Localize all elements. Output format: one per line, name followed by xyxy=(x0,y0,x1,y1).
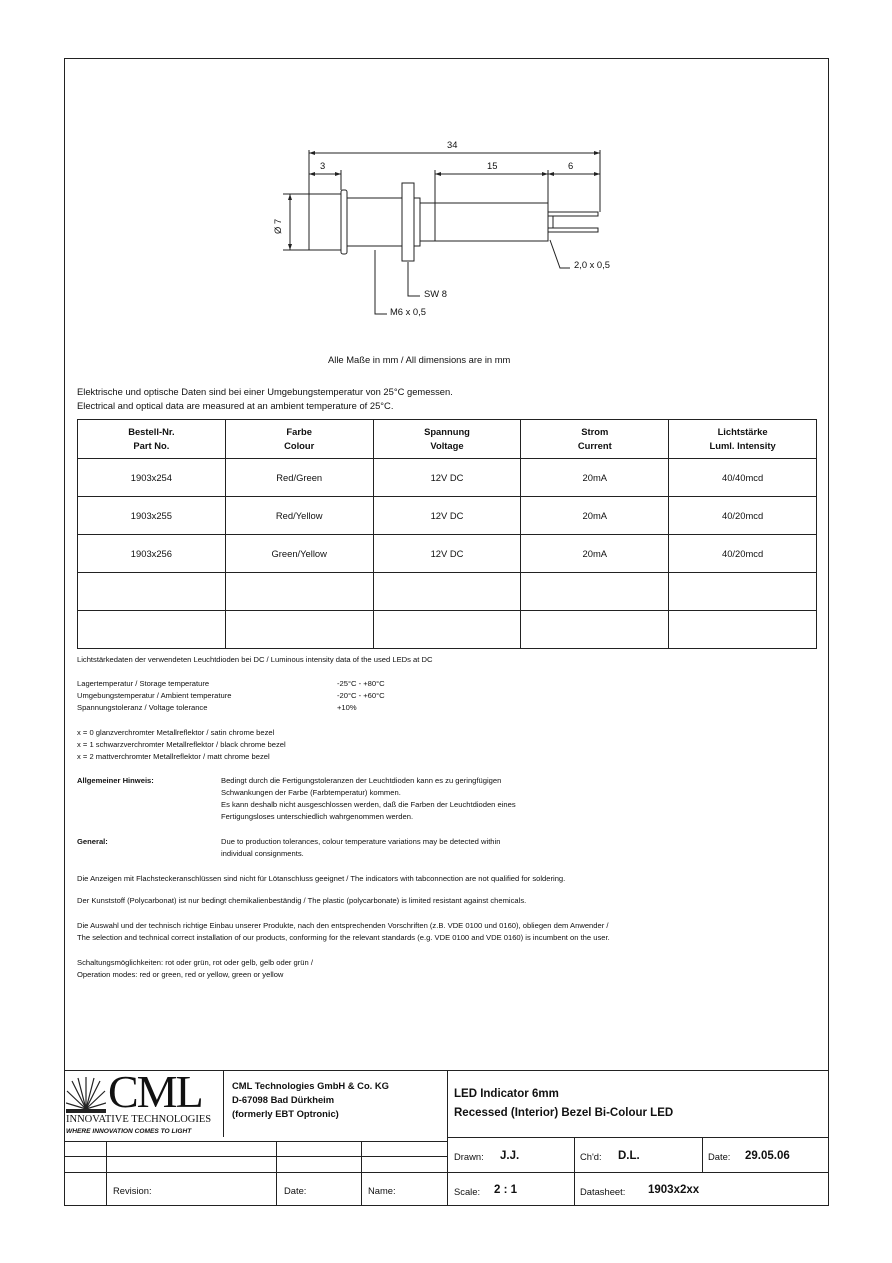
datasheet-label: Datasheet: xyxy=(580,1186,626,1197)
sunburst-logo-icon xyxy=(66,1075,106,1113)
cell-intensity: 40/20mcd xyxy=(669,497,817,535)
general-line: individual consignments. xyxy=(221,849,304,858)
dim-overall: 34 xyxy=(447,139,458,150)
hinweis-label: Allgemeiner Hinweis: xyxy=(77,776,154,785)
note-line: Schaltungsmöglichkeiten: rot oder grün, rot oder gelb, gelb oder grün / xyxy=(77,958,313,967)
cell-current: 20mA xyxy=(521,535,669,573)
note-line: Die Auswahl und der technisch richtige Einbau unserer Produkte, nach den entsprechenden Vorschriften (z.B. VDE 0100 und 0160), obliegen dem Anwender / xyxy=(77,921,609,930)
drawn-label: Drawn: xyxy=(454,1151,484,1162)
cell-intensity: 40/20mcd xyxy=(669,535,817,573)
company-name: CML Technologies GmbH & Co. KG xyxy=(232,1080,389,1091)
cell-intensity: 40/40mcd xyxy=(669,459,817,497)
callout-thread: M6 x 0,5 xyxy=(390,306,426,317)
table-row xyxy=(78,459,817,497)
spec-value: -20°C - +60°C xyxy=(337,691,385,700)
note-line: Der Kunststoff (Polycarbonat) ist nur bedingt chemikalienbeständig / The plastic (polycarbonate) is limited resistant against chemicals. xyxy=(77,896,527,905)
cell-voltage: 12V DC xyxy=(373,459,521,497)
cell-colour: Red/Green xyxy=(225,459,373,497)
spec-value: +10% xyxy=(337,703,357,712)
general-line: Due to production tolerances, colour temperature variations may be detected within xyxy=(221,837,501,846)
hinweis-line: Schwankungen der Farbe (Farbtemperatur) kommen. xyxy=(221,788,401,797)
option-line: x = 0 glanzverchromter Metallreflektor / satin chrome bezel xyxy=(77,728,275,737)
table-row xyxy=(78,611,817,649)
company-former: (formerly EBT Optronic) xyxy=(232,1108,339,1119)
datasheet-value: 1903x2xx xyxy=(648,1184,700,1196)
col-header: Spannung Voltage xyxy=(373,420,521,459)
logo-mark: CML xyxy=(108,1066,202,1117)
note-line: The selection and technical correct installation of our products, conforming for the relevant standards (e.g. VDE 0100 and VDE 0160) is incumbent on the user. xyxy=(77,933,610,942)
spec-value: -25°C - +80°C xyxy=(337,679,385,688)
dim-body: 15 xyxy=(487,160,498,171)
company-address: D-67098 Bad Dürkheim xyxy=(232,1094,335,1105)
cell-colour: Red/Yellow xyxy=(225,497,373,535)
note-line: Operation modes: red or green, red or yellow, green or yellow xyxy=(77,970,284,979)
option-line: x = 2 mattverchromter Metallreflektor / matt chrome bezel xyxy=(77,752,270,761)
date-value: 29.05.06 xyxy=(745,1150,790,1162)
hinweis-line: Fertigungsloses unterschiedlich wahrgenommen werden. xyxy=(221,812,414,821)
dim-front: 3 xyxy=(320,160,326,171)
name-label: Name: xyxy=(368,1185,396,1196)
table-row xyxy=(78,535,817,573)
hinweis-line: Es kann deshalb nicht ausgeschlossen werden, daß die Farben der Leuchtdioden eines xyxy=(221,800,516,809)
table-row xyxy=(78,573,817,611)
scale-label: Scale: xyxy=(454,1186,481,1197)
table-row xyxy=(78,497,817,535)
date-label: Date: xyxy=(708,1151,731,1162)
intro-en: Electrical and optical data are measured at an ambient temperature of 25°C. xyxy=(77,400,394,411)
spec-label: Lagertemperatur / Storage temperature xyxy=(77,679,210,688)
drawn-value: J.J. xyxy=(500,1150,520,1162)
dim-diameter: Ø 7 xyxy=(272,218,283,234)
body-shape xyxy=(347,198,402,246)
rev-date-label: Date: xyxy=(284,1185,307,1196)
dimension-note: Alle Maße in mm / All dimensions are in mm xyxy=(328,354,511,365)
cell-current: 20mA xyxy=(521,497,669,535)
col-header: Bestell-Nr. Part No. xyxy=(78,420,226,459)
chd-value: D.L. xyxy=(618,1150,640,1162)
callout-pins: 2,0 x 0,5 xyxy=(574,259,610,270)
col-header: Lichtstärke Luml. Intensity xyxy=(669,420,817,459)
scale-value: 2 : 1 xyxy=(494,1184,518,1196)
cell-voltage: 12V DC xyxy=(373,497,521,535)
dim-pins: 6 xyxy=(568,160,574,171)
cell-part-no: 1903x254 xyxy=(78,459,226,497)
note-line: Die Anzeigen mit Flachsteckeranschlüssen sind nicht für Lötanschluss geeignet / The indicators with tabconnection are not qualified for soldering. xyxy=(77,874,566,883)
cell-part-no: 1903x255 xyxy=(78,497,226,535)
flange-shape xyxy=(341,190,347,254)
hinweis-line: Bedingt durch die Fertigungstoleranzen der Leuchtdioden kann es zu geringfügigen xyxy=(221,776,502,785)
col-header: Strom Current xyxy=(521,420,669,459)
table-header-row xyxy=(78,420,817,459)
product-title: LED Indicator 6mm xyxy=(454,1088,559,1100)
chd-label: Ch'd: xyxy=(580,1151,602,1162)
general-label: General: xyxy=(77,837,108,846)
cell-colour: Green/Yellow xyxy=(225,535,373,573)
callout-nut: SW 8 xyxy=(424,288,447,299)
bezel-shape xyxy=(309,194,341,250)
logo-tagline: WHERE INNOVATION COMES TO LIGHT xyxy=(66,1128,192,1135)
intro-de: Elektrische und optische Daten sind bei einer Umgebungstemperatur von 25°C gemessen. xyxy=(77,386,453,397)
product-subtitle: Recessed (Interior) Bezel Bi-Colour LED xyxy=(454,1107,674,1119)
spec-label: Umgebungstemperatur / Ambient temperature xyxy=(77,691,232,700)
cell-voltage: 12V DC xyxy=(373,535,521,573)
cell-part-no: 1903x256 xyxy=(78,535,226,573)
cell-current: 20mA xyxy=(521,459,669,497)
revision-label: Revision: xyxy=(113,1185,152,1196)
logo-sub: INNOVATIVE TECHNOLOGIES xyxy=(66,1114,212,1125)
option-line: x = 1 schwarzverchromter Metallreflektor / black chrome bezel xyxy=(77,740,286,749)
spec-table xyxy=(77,419,817,649)
nut-shape xyxy=(402,183,414,261)
col-header: Farbe Colour xyxy=(225,420,373,459)
spec-label: Spannungstoleranz / Voltage tolerance xyxy=(77,703,208,712)
table-footnote: Lichtstärkedaten der verwendeten Leuchtdioden bei DC / Luminous intensity data of the used LEDs at DC xyxy=(77,655,433,664)
rear-housing-shape xyxy=(420,203,548,241)
